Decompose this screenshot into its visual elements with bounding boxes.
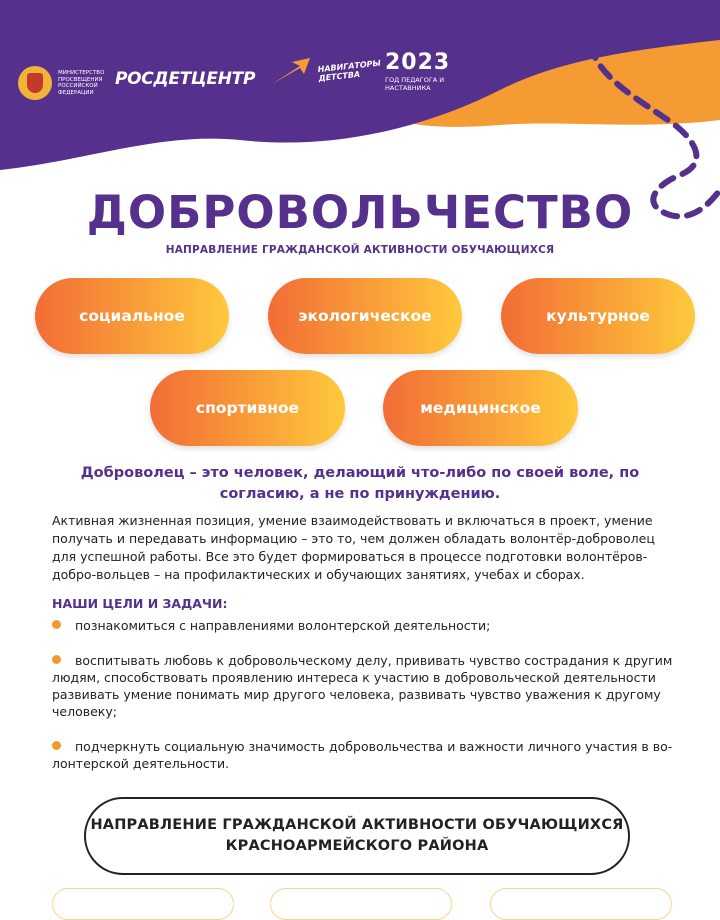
page-title: ДОБРОВОЛЬЧЕСТВО xyxy=(86,186,634,239)
goal-text: подчеркнуть социальную значимость добровольчества и важности личного участия в во-лонтерской деятельности. xyxy=(52,739,673,771)
direction-pill-cultural: культурное xyxy=(501,278,695,354)
rosdetcenter-logo: РОСДЕТЦЕНТР xyxy=(115,69,256,89)
navigators-logo xyxy=(270,56,382,86)
goal-item xyxy=(52,652,677,720)
ministry-logo xyxy=(18,66,104,100)
district-banner xyxy=(84,797,630,875)
goal-text: познакомиться с направлениями волонтерской деятельности; xyxy=(75,618,491,633)
direction-pill-medical: медицинское xyxy=(383,370,578,446)
district-banner-line1: НАПРАВЛЕНИЕ ГРАЖДАНСКОЙ АКТИВНОСТИ ОБУЧАЮЩИХСЯ xyxy=(90,817,624,833)
star-trail-icon xyxy=(270,56,314,86)
direction-pill-social: социальное xyxy=(35,278,229,354)
year-number: 2023 xyxy=(385,50,451,75)
bullet-icon xyxy=(52,741,61,750)
logo-bar xyxy=(0,0,720,130)
intro-paragraph: Активная жизненная позиция, умение взаимодействовать и включаться в проект, умение получать и передавать информацию – это то, чем должен обладать волонтёр-доброволец для успешной работы. Все это будет формироваться в процессе подготовки волонтёров-добро-вольцев – на профилактических и обучающих занятиях, учебах и сборах. xyxy=(52,513,655,582)
navigators-name: НАВИГАТОРЫ ДЕТСТВА xyxy=(317,58,382,84)
page-subtitle: НАПРАВЛЕНИЕ ГРАЖДАНСКОЙ АКТИВНОСТИ ОБУЧАЮЩИХСЯ xyxy=(165,244,555,256)
bullet-icon xyxy=(52,620,61,629)
year-caption: ГОД ПЕДАГОГА И НАСТАВНИКА xyxy=(385,76,445,92)
ministry-name: МИНИСТЕРСТВО ПРОСВЕЩЕНИЯ РОССИЙСКОЙ ФЕДЕРАЦИИ xyxy=(58,70,105,96)
goal-item xyxy=(52,738,677,772)
card-outline xyxy=(490,888,672,920)
goal-text: воспитывать любовь к добровольческому делу, прививать чувство сострадания к другим людям, способствовать проявлению интереса к участию в добровольческой деятельности развивать умение понимать мир другого человека, развивать чувство уважения к другому человеку; xyxy=(52,653,673,719)
bullet-icon xyxy=(52,655,61,664)
coat-of-arms-icon xyxy=(18,66,52,100)
direction-pill-ecological: экологическое xyxy=(268,278,462,354)
district-banner-line2: КРАСНОАРМЕЙСКОГО РАЙОНА xyxy=(225,838,489,854)
direction-pill-sports: спортивное xyxy=(150,370,345,446)
goals-heading: НАШИ ЦЕЛИ И ЗАДАЧИ: xyxy=(52,596,228,611)
card-outline xyxy=(52,888,234,920)
card-outline xyxy=(270,888,452,920)
year-of-teacher-logo xyxy=(385,50,451,92)
goal-item xyxy=(52,617,677,634)
volunteer-definition: Доброволец – это человек, делающий что-либо по своей воле, по согласию, а не по принуждению. xyxy=(80,465,640,502)
